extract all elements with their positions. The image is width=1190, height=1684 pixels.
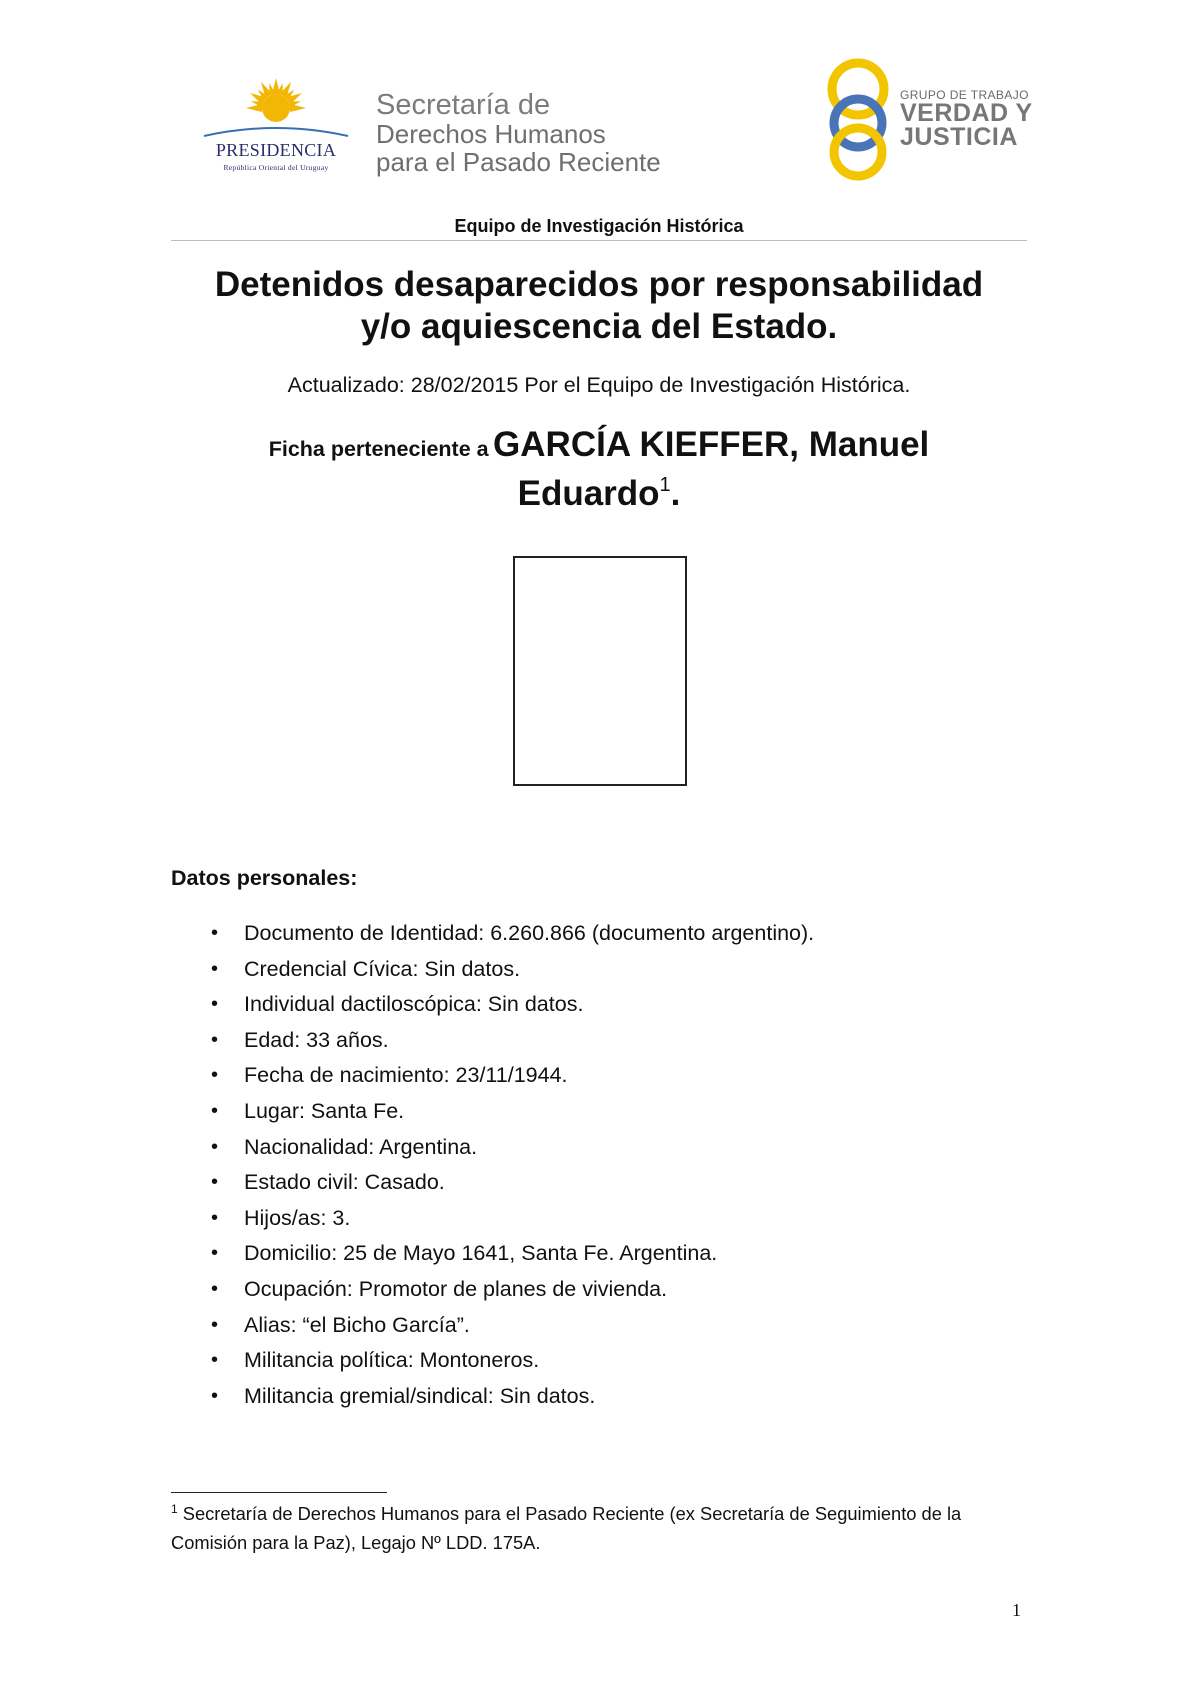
list-item: [171, 1096, 1027, 1132]
verdad-label: VERDAD Y: [900, 99, 1033, 127]
justicia-label: JUSTICIA: [900, 123, 1018, 151]
verdad-justicia-logo: [825, 56, 1035, 181]
person-name-line-2: Eduardo: [517, 474, 660, 513]
title-line-1: Detenidos desaparecidos por responsabilidad: [214, 265, 984, 304]
list-item: [171, 1310, 1027, 1346]
list-item: [171, 1025, 1027, 1061]
bullet: •: [211, 1242, 219, 1265]
footnote: [171, 1499, 1031, 1557]
presidencia-name: PRESIDENCIA: [215, 140, 337, 160]
footnote-reference[interactable]: 1: [659, 474, 671, 496]
ficha-heading: [171, 424, 1027, 522]
list-item: [171, 1132, 1027, 1168]
list-item-text: Individual dactiloscópica: Sin datos.: [244, 992, 584, 1017]
bullet: •: [211, 1313, 219, 1336]
list-item: [171, 989, 1027, 1025]
page-number: 1: [1012, 1600, 1021, 1620]
document-title: [171, 264, 1027, 348]
bullet: •: [211, 922, 219, 944]
team-header: Equipo de Investigación Histórica: [454, 216, 744, 236]
list-item: [171, 1345, 1027, 1381]
footnote-number: 1: [171, 1502, 178, 1516]
header-divider: [171, 240, 1027, 241]
list-item: [171, 1060, 1027, 1096]
bullet: •: [211, 1349, 219, 1372]
linked-rings-icon: [825, 56, 891, 181]
presidencia-subtitle: República Oriental del Uruguay: [223, 163, 329, 172]
list-item-text: Lugar: Santa Fe.: [244, 1098, 405, 1123]
bullet: •: [211, 1064, 219, 1087]
list-item: [171, 954, 1027, 990]
list-item-text: Alias: “el Bicho García”.: [244, 1312, 470, 1337]
list-item-text: Domicilio: 25 de Mayo 1641, Santa Fe. Argentina.: [244, 1241, 718, 1266]
secretaria-line-1: Secretaría de: [376, 89, 551, 121]
person-name-line-1: GARCÍA KIEFFER, Manuel: [493, 425, 930, 464]
bullet: •: [211, 1206, 219, 1229]
list-item: [171, 1167, 1027, 1203]
list-item-text: Militancia política: Montoneros.: [244, 1348, 540, 1373]
bullet: •: [211, 1277, 219, 1300]
ficha-prefix: Ficha perteneciente a: [268, 437, 489, 461]
bullet: •: [211, 1028, 219, 1051]
list-item-text: Hijos/as: 3.: [244, 1205, 351, 1230]
presidencia-logo: [196, 78, 356, 178]
bullet: •: [211, 1171, 219, 1194]
bullet: •: [211, 1384, 219, 1407]
list-item-text: Fecha de nacimiento: 23/11/1944.: [244, 1063, 568, 1088]
list-item-text: Estado civil: Casado.: [244, 1170, 445, 1195]
list-item: [171, 1203, 1027, 1239]
bullet: •: [211, 1135, 219, 1158]
list-item-text: Ocupación: Promotor de planes de vivienda.: [244, 1276, 668, 1301]
list-item: [171, 918, 1027, 954]
list-item-text: Edad: 33 años.: [244, 1027, 389, 1052]
personal-data-list: [171, 918, 1027, 1416]
footnote-text: Secretaría de Derechos Humanos para el Pasado Reciente (ex Secretaría de Seguimiento de la Comisión para la Paz), Legajo Nº LDD. 175A.: [171, 1503, 962, 1553]
bullet: •: [211, 993, 219, 1016]
list-item-text: Militancia gremial/sindical: Sin datos.: [244, 1383, 596, 1408]
list-item-text: Documento de Identidad: 6.260.866 (documento argentino).: [244, 921, 815, 945]
secretaria-logo: [376, 90, 706, 176]
secretaria-line-3: para el Pasado Reciente: [376, 147, 661, 177]
list-item-text: Nacionalidad: Argentina.: [244, 1134, 478, 1159]
title-line-2: y/o aquiescencia del Estado.: [360, 307, 838, 346]
updated-line: Actualizado: 28/02/2015 Por el Equipo de Investigación Histórica.: [287, 373, 911, 397]
section-title-datos-personales: Datos personales:: [171, 866, 358, 890]
list-item: [171, 1381, 1027, 1417]
list-item-text: Credencial Cívica: Sin datos.: [244, 956, 521, 981]
bullet: •: [211, 1099, 219, 1122]
list-item: [171, 1274, 1027, 1310]
bullet: •: [211, 957, 219, 980]
footnote-divider: [171, 1492, 387, 1493]
name-end: .: [670, 474, 681, 513]
grupo-de-trabajo-label: GRUPO DE TRABAJO: [900, 88, 1029, 102]
photo-placeholder: [513, 556, 687, 786]
sun-icon: [196, 78, 356, 138]
verdad-justicia-label: [900, 101, 1033, 149]
list-item: [171, 1238, 1027, 1274]
secretaria-line-2: Derechos Humanos: [376, 119, 606, 149]
